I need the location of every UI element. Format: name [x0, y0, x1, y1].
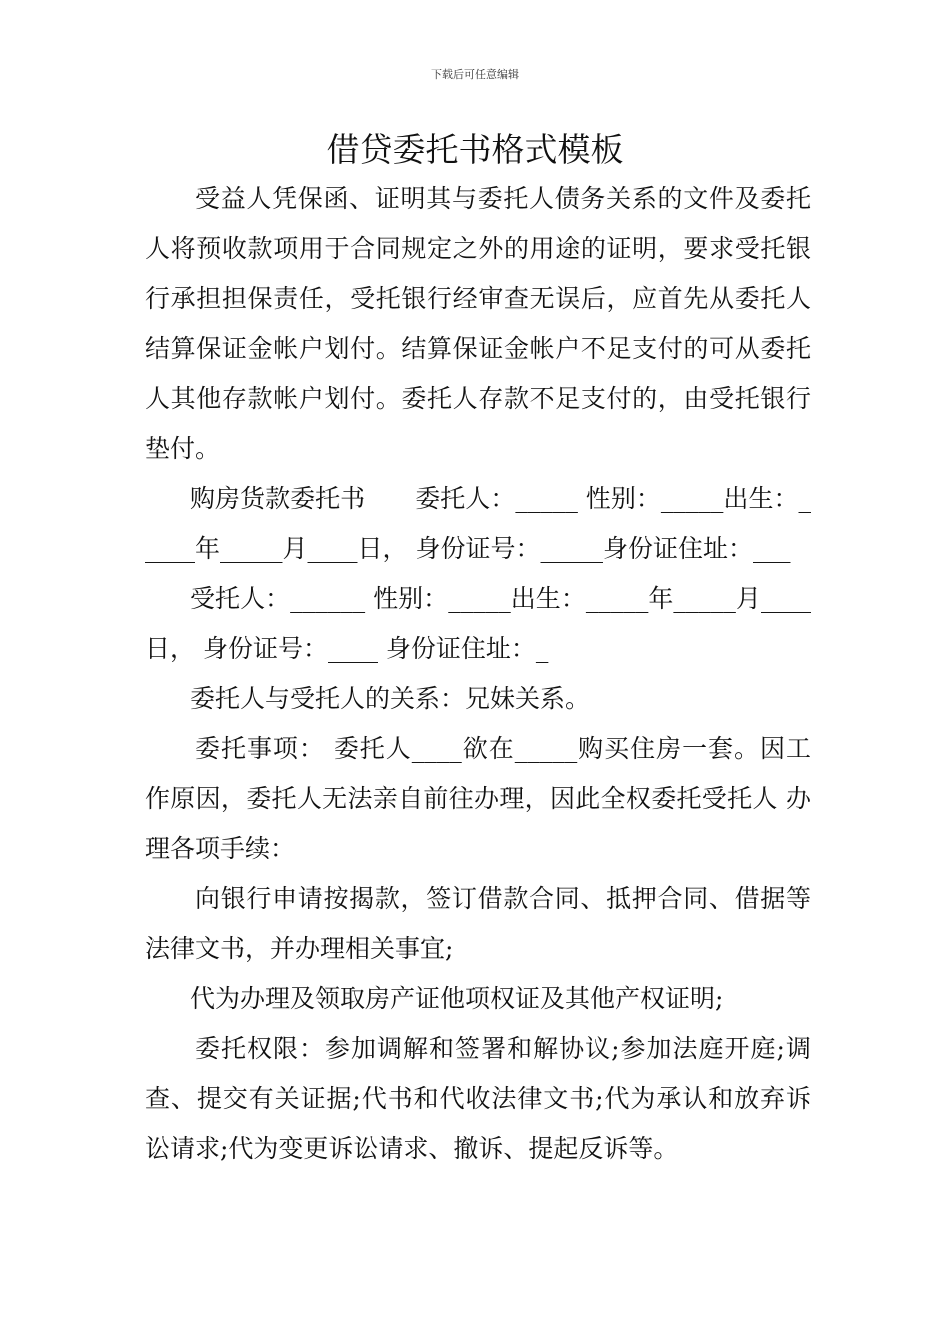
paragraph-bank-application: 向银行申请按揭款，签订借款合同、抵押合同、借据等法律文书，并办理相关事宜;	[145, 884, 811, 963]
paragraph-intro: 受益人凭保函、证明其与委托人债务关系的文件及委托人将预收款项用于合同规定之外的用途的证明，要求受托银行承担担保责任，受托银行经审查无误后，应首先从委托人结算保证金帐户划付。结算保证金帐户不足支付的可从委托人其他存款帐户划付。委托人存款不足支付的，由受托银行垫付。	[145, 184, 811, 463]
document-body	[145, 174, 811, 1174]
paragraph-property-certificate: 代为办理及领取房产证他项权证及其他产权证明;	[190, 984, 724, 1013]
header-note: 下载后可任意编辑	[431, 68, 519, 81]
paragraph-entrusted-matters: 委托事项： 委托人____欲在_____购买住房一套。因工作原因，委托人无法亲自前往办理，因此全权委托受托人 办理各项手续：	[145, 734, 811, 863]
paragraph-agent-info: 受托人：______ 性别：_____出生：_____年_____月____日， 身份证号：____ 身份证住址：_	[145, 584, 811, 663]
document-title: 借贷委托书格式模板	[326, 130, 624, 169]
paragraph-principal-info: 购房货款委托书 委托人：_____ 性别：_____出生：_____年_____月____日， 身份证号：_____身份证住址：___	[145, 484, 811, 563]
paragraph-authority: 委托权限：参加调解和签署和解协议;参加法庭开庭;调查、提交有关证据;代书和代收法律文书;代为承认和放弃诉讼请求;代为变更诉讼请求、撤诉、提起反诉等。	[145, 1034, 811, 1163]
paragraph-relationship: 委托人与受托人的关系：兄妹关系。	[190, 684, 591, 713]
